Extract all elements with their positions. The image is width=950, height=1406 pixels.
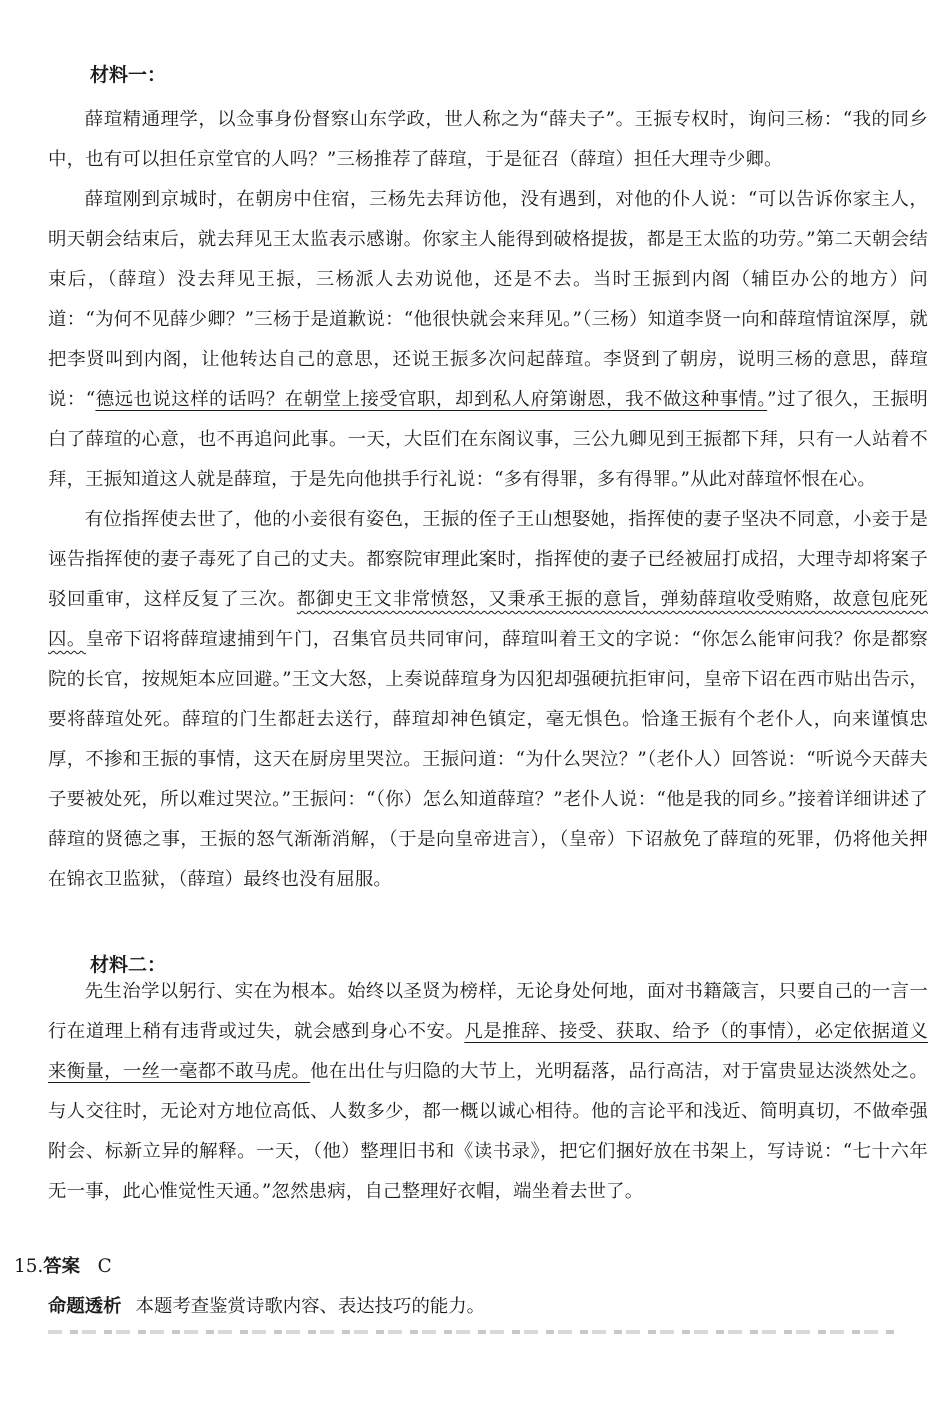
material-1-body (48, 100, 928, 900)
underlined-sentence: 德远也说这样的话吗？在朝堂上接受官职，却到私人府第谢恩，我不做这种事情。 (95, 389, 768, 410)
material-1-paragraph-3: 有位指挥使去世了，他的小妾很有姿色，王振的侄子王山想娶她，指挥使的妻子坚决不同意，小妾于是诬告指挥使的妻子毒死了自己的丈夫。都察院审理此案时，指挥使的妻子已经被屈打成招，大理寺却将案子驳回重审，这样反复了三次。都御史王文非常愤怒，又秉承王振的意旨，弹劾薛瑄收受贿赂，故意包庇死囚。皇帝下诏将薛瑄逮捕到午门，召集官员共同审问，薛瑄叫着王文的字说：“你怎么能审问我？你是都察院的长官，按规矩本应回避。”王文大怒，上奏说薛瑄身为囚犯却强硬抗拒审问，皇帝下诏在西市贴出告示，要将薛瑄处死。薛瑄的门生都赶去送行，薛瑄却神色镇定，毫无惧色。恰逢王振有个老仆人，向来谨慎忠厚，不掺和王振的事情，这天在厨房里哭泣。王振问道：“为什么哭泣？”（老仆人）回答说：“听说今天薛夫子要被处死，所以难过哭泣。”王振问：“（你）怎么知道薛瑄？”老仆人说：“他是我的同乡。”接着详细讲述了薛瑄的贤德之事，王振的怒气渐渐消解，（于是向皇帝进言），（皇帝）下诏赦免了薛瑄的死罪，仍将他关押在锦衣卫监狱，（薛瑄）最终也没有屈服。 (48, 509, 928, 890)
wavy-underlined-sentence: 都御史王文非常愤怒，又秉承王振的意旨，弹劾薛瑄收受贿赂，故意包庇死囚。 (48, 589, 928, 650)
material-2-paragraph-1: 先生治学以躬行、实在为根本。始终以圣贤为榜样，无论身处何地，面对书籍箴言，只要自己的一言一行在道理上稍有违背或过失，就会感到身心不安。凡是推辞、接受、获取、给予（的事情），必定依据道义来衡量，一丝一毫都不敢马虎。他在出仕与归隐的大节上，光明磊落，品行高洁，对于富贵显达淡然处之。与人交往时，无论对方地位高低、人数多少，都一概以诚心相待。他的言论平和浅近、简明真切，不做牵强附会、标新立异的解释。一天，（他）整理旧书和《读书录》，把它们捆好放在书架上，写诗说：“七十六年无一事，此心惟觉性天通。”忽然患病，自己整理好衣帽，端坐着去世了。 (48, 981, 928, 1202)
material-1-paragraph-1: 薛瑄精通理学，以佥事身份督察山东学政，世人称之为“薛夫子”。王振专权时，询问三杨：“我的同乡中，也有可以担任京堂官的人吗？”三杨推荐了薛瑄，于是征召（薛瑄）担任大理寺少卿。 (48, 109, 928, 170)
analysis-text: 本题考查鉴赏诗歌内容、表达技巧的能力。 (135, 1296, 486, 1317)
answer-line (14, 1252, 112, 1278)
material-1-paragraph-2: 薛瑄刚到京城时，在朝房中住宿，三杨先去拜访他，没有遇到，对他的仆人说：“可以告诉你家主人，明天朝会结束后，就去拜见王太监表示感谢。你家主人能得到破格提拔，都是王太监的功劳。”第二天朝会结束后，（薛瑄）没去拜见王振，三杨派人去劝说他，还是不去。当时王振到内阁（辅臣办公的地方）问道：“为何不见薛少卿？”三杨于是道歉说：“他很快就会来拜见。”（三杨）知道李贤一向和薛瑄情谊深厚，就把李贤叫到内阁，让他转达自己的意思，还说王振多次问起薛瑄。李贤到了朝房，说明三杨的意思，薛瑄说：“德远也说这样的话吗？在朝堂上接受官职，却到私人府第谢恩，我不做这种事情。”过了很久，王振明白了薛瑄的心意，也不再追问此事。一天，大臣们在东阁议事，三公九卿见到王振都下拜，只有一人站着不拜，王振知道这人就是薛瑄，于是先向他拱手行礼说：“多有得罪，多有得罪。”从此对薛瑄怀恨在心。 (48, 189, 928, 490)
material-1-heading: 材料一： (90, 64, 167, 86)
analysis-line (48, 1292, 485, 1318)
question-number: 15. (14, 1256, 44, 1277)
answer-value: C (97, 1256, 112, 1277)
underlined-sentence: 凡是推辞、接受、获取、给予（的事情），必定依据道义来衡量，一丝一毫都不敢马虎。 (48, 1021, 928, 1082)
material-2-body (48, 972, 928, 1212)
cut-off-text-line (48, 1330, 898, 1340)
answer-label: 答案 (43, 1256, 81, 1277)
analysis-label: 命题透析 (48, 1296, 122, 1317)
material-2-heading: 材料二： (90, 954, 167, 976)
